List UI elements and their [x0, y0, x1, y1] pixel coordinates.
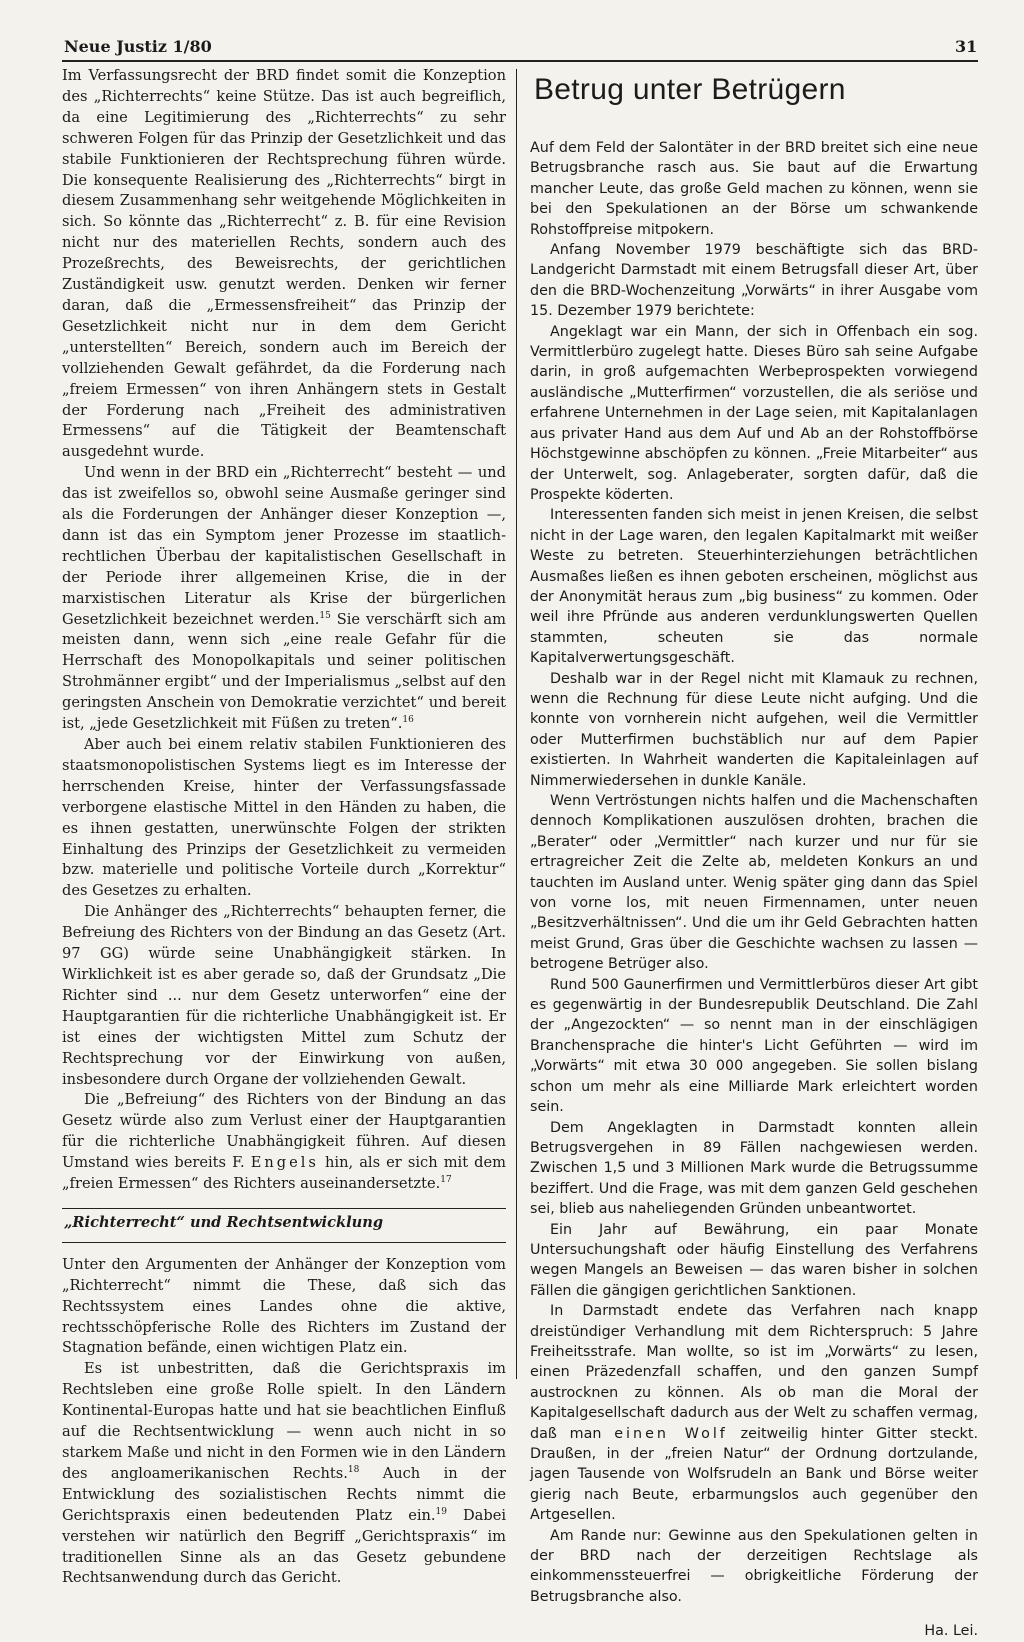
right-paragraph-1: Auf dem Feld der Salontäter in der BRD breitet sich eine neue Betrugsbranche rasch aus. Sie baut auf die Erwartung mancher Leute, das große Geld machen zu können, wenn sie bei den Spekulationen an der Börse um schwankende Rohstoffpreise mitpokern.	[530, 140, 978, 238]
left-paragraph-6: Unter den Argumenten der Anhänger der Konzeption vom „Richterrecht“ nimmt die These, daß sich das Rechtssystem eines Landes ohne die aktive, rechtsschöpferische Rolle des Richters im Zustand der Stagnation befände, einen wichtigen Platz ein.	[62, 1255, 506, 1357]
left-paragraph-2: Und wenn in der BRD ein „Richterrecht“ besteht — und das ist zweifellos so, obwohl seine Ausmaße geringer sind als die Forderungen der Anhänger dieser Konzeption —, dann ist das ein Symptom jener Prozesse im staatlich-rechtlichen Überbau der kapitalistischen Gesellschaft in der Periode ihrer allgemeinen Krise, die in der marxistischen Literatur als Krise der bürgerlichen Gesetzlichkeit bezeichnet werden.$^{15}$ Sie verschärft sich am meisten dann, wenn sich „eine reale Gefahr für die Herrschaft des Monopolkapitals und seiner politischen Strohmänner ergibt“ und der Imperialismus „selbst auf den geringsten Anschein von Demokratie verzichtet“ und bereit ist, „jede Gesetzlichkeit mit Füßen zu treten“.$^{16}$	[62, 464, 506, 733]
left-paragraph-7: Es ist unbestritten, daß die Gerichtspraxis im Rechtsleben eine große Rolle spielt. In den Ländern Kontinental-Europas hatte und hat sie beachtlichen Einfluß auf die Rechtsentwicklung — wenn auch nicht in so starkem Maße und nicht in den Formen wie in den Ländern des angloamerikanischen Rechts.$^{18}$ Auch in der Entwicklung des sozialistischen Rechts nimmt die Gerichtspraxis einen bedeutenden Platz ein.$^{19}$ Dabei verstehen wir natürlich den Begriff „Gerichtspraxis“ im traditionellen Sinne als an das Gesetz gebundene Rechtsanwendung durch das Gericht.	[62, 1360, 507, 1587]
left-paragraph-3: Aber auch bei einem relativ stabilen Funktionieren des staatsmonopolistischen Systems liegt es im Interesse der herrschenden Kreise, hinter der Verfassungsfassade verborgene elastische Mittel in den Händen zu haben, die es ihnen gestatten, unerwünschte Folgen der strikten Einhaltung des Prinzips der Gesetzlichkeit zu vermeiden bzw. materielle und politische Vorteile durch „Korrektur“ des Gesetzes zu erhalten.	[62, 736, 506, 900]
article-title: Betrug unter Betrügern	[534, 73, 846, 106]
left-paragraph-1: Im Verfassungsrecht der BRD findet somit die Konzeption des „Richterrechts“ keine Stütze. Das ist auch begreiflich, da eine Legitimierung des „Richterrechts“ zu sehr schweren Folgen für das Prinzip der Gesetzlichkeit und das stabile Funktionieren der Rechtsprechung führen würde. Die konsequente Realisierung des „Richterrechts“ birgt in diesem Zusammenhang sehr weitgehende Möglichkeiten in sich. So könnte das „Richterrecht“ z. B. für eine Revision nicht nur des materiellen Rechts, sondern auch des Prozeßrechts, des Beweisrechts, der gerichtlichen Zuständigkeit usw. genutzt werden. Denken wir ferner daran, daß die „Ermessensfreiheit“ das Prinzip der Gesetzlichkeit nicht nur in dem dem Gericht „unterstellten“ Bereich, sondern auch im Bereich der vollziehenden Gewalt gefährdet, da die Forderung nach „freiem Ermessen“ von ihren Anhängern stets in Gestalt der Forderung nach „Freiheit des administrativen Ermessens“ auf die Tätigkeit der Beamtenschaft ausgedehnt wurde.	[62, 67, 506, 461]
author-signature: Ha. Lei.	[924, 1623, 978, 1640]
right-column	[530, 66, 978, 1642]
right-paragraph-7: Rund 500 Gaunerfirmen und Vermittlerbüros dieser Art gibt es gegenwärtig in der Bundesrepublik Deutschland. Die Zahl der „Angezockten“ — so nennt man in der einschlägigen Branchensprache die hinter's Licht Geführten — wird im „Vorwärts“ mit etwa 30 000 angegeben. Sie sollen bislang schon um mehr als eine Milliarde Mark erleichtert worden sein.	[530, 976, 978, 1116]
right-paragraph-6: Wenn Vertröstungen nichts halfen und die Machenschaften dennoch Komplikationen auszulösen drohten, brachen die „Berater“ oder „Vermittler“ nach kurzer und nur für sie ertragreicher Zeit die Zelte ab, meldeten Konkurs an und tauchten im Ausland unter. Wenig später ging dann das Spiel von vorne los, mit neuen Firmennamen, unter neuen „Besitzverhältnissen“. Und die um ihr Geld Gebrachten hatten meist Grund, Gras über die Geschichte wachsen zu lassen — betrogene Betrüger also.	[530, 793, 978, 973]
page-number: 31	[955, 37, 978, 56]
right-paragraph-2: Anfang November 1979 beschäftigte sich das BRD-Landgericht Darmstadt mit einem Betrugsfall dieser Art, über den die BRD-Wochenzeitung „Vorwärts“ in ihrer Ausgabe vom 15. Dezember 1979 berichtete:	[530, 242, 978, 320]
left-paragraph-4: Die Anhänger des „Richterrechts“ behaupten ferner, die Befreiung des Richters von der Bindung an das Gesetz (Art. 97 GG) würde seine Unabhängigkeit stärken. In Wirklichkeit ist es aber gerade so, daß der Grundsatz „Die Richter sind ... nur dem Gesetz unterworfen“ eine der Hauptgarantien für die richterliche Unabhängigkeit ist. Er ist eines der wichtigsten Mittel zum Schutz der Rechtsprechung vor der Einwirkung von außen, insbesondere durch Organe der vollziehenden Gewalt.	[62, 903, 506, 1088]
header-rule	[62, 60, 978, 62]
right-paragraph-3: Angeklagt war ein Mann, der sich in Offenbach ein sog. Vermittlerbüro zugelegt hatte. Dieses Büro sah seine Aufgabe darin, in groß aufgemachten Werbeprospekten vorwiegend ausländische „Mutterfirmen“ vorzustellen, die als seriöse und erfahrene Unternehmen in der Lage seien, mit Kapitalanlagen aus privater Hand aus dem Auf und Ab an der Rohstoffbörse Höchstgewinne abschöpfen zu können. „Freie Mitarbeiter“ aus der Unterwelt, sog. Anlageberater, sorgten dafür, daß die Prospekte köderten.	[530, 323, 978, 503]
spaced-emphasis: einen Wolf	[614, 1425, 728, 1442]
column-divider	[516, 69, 517, 1379]
footnote-ref: 18	[347, 1465, 360, 1476]
right-paragraph-5: Deshalb war in der Regel nicht mit Klamauk zu rechnen, wenn die Rechnung für diese Leute nicht aufging. Und die konnte von vornherein nicht aufgehen, weil die Vermittler oder Mutterfirmen buchstäblich nur auf dem Papier existierten. In Wahrheit wanderten die Kapitaleinlagen auf Nimmerwiedersehen in dunkle Kanäle.	[530, 670, 978, 789]
section-heading: „Richterrecht“ und Rechtsentwicklung	[62, 1208, 506, 1243]
right-paragraph-10: In Darmstadt endete das Verfahren nach knapp dreistündiger Verhandlung mit dem Richterspruch: 5 Jahre Freiheitsstrafe. Man wollte, so ist im „Vorwärts“ zu lesen, einen Präzedenzfall schaffen, und den ganzen Sumpf austrocknen zu können. Als ob man die Moral der Kapitalgesellschaft dadurch aus der Welt zu schaffen vermag, daß man einen Wolf zeitweilig hinter Gitter steckt. Draußen, in der „freien Natur“ der Ordnung dortzulande, jagen Tausende von Wolfsrudeln an Bank und Börse weiter gierig nach Beute, erbarmungslos auch gegenüber den Artgesellen.	[530, 1303, 978, 1524]
running-header-journal: Neue Justiz 1/80	[64, 37, 212, 56]
left-column	[62, 66, 506, 1589]
author-name-engels: Engels	[250, 1154, 319, 1172]
footnote-ref: 19	[435, 1506, 447, 1517]
left-paragraph-5: Die „Befreiung“ des Richters von der Bindung an das Gesetz würde also zum Verlust einer der Hauptgarantien für die richterliche Unabhängigkeit führen. Auf diesen Umstand wies bereits F. Engels hin, als er sich mit dem „freien Ermessen“ des Richters auseinandersetzte.$^{17}$	[62, 1091, 506, 1193]
right-paragraph-8: Dem Angeklagten in Darmstadt konnten allein Betrugsvergehen in 89 Fällen nachgewiesen werden. Zwischen 1,5 und 3 Millionen Mark wurde die Betrugssumme beziffert. Und die Frage, was mit dem ganzen Geld geschehen sei, blieb aus naheliegenden Gründen unbeantwortet.	[530, 1119, 978, 1218]
footnote-ref: 17	[440, 1175, 452, 1186]
right-paragraph-9: Ein Jahr auf Bewährung, ein paar Monate Untersuchungshaft oder häufig Einstellung des Verfahrens wegen Mangels an Beweisen — das waren bisher in solchen Fällen die gängigen gerichtlichen Sanktionen.	[530, 1221, 978, 1299]
footnote-ref: 16	[402, 715, 414, 726]
right-paragraph-4: Interessenten fanden sich meist in jenen Kreisen, die selbst nicht in der Lage waren, den legalen Kapitalmarkt mit weißer Weste zu betreten. Steuerhinterziehungen beträchtlichen Ausmaßes ließen es ihnen geboten erscheinen, möglichst aus der Anonymität heraus zum „big business“ zu kommen. Oder weil ihre Pfründe aus anderen verdunklungswerten Quellen stammten, scheuten sie das normale Kapitalverwertungsgeschäft.	[530, 507, 978, 667]
footnote-ref: 15	[319, 610, 331, 621]
right-paragraph-11: Am Rande nur: Gewinne aus den Spekulationen gelten in der BRD nach der derzeitigen Rechtslage als einkommenssteuerfrei — obrigkeitliche Förderung der Betrugsbranche also.	[530, 1527, 978, 1605]
